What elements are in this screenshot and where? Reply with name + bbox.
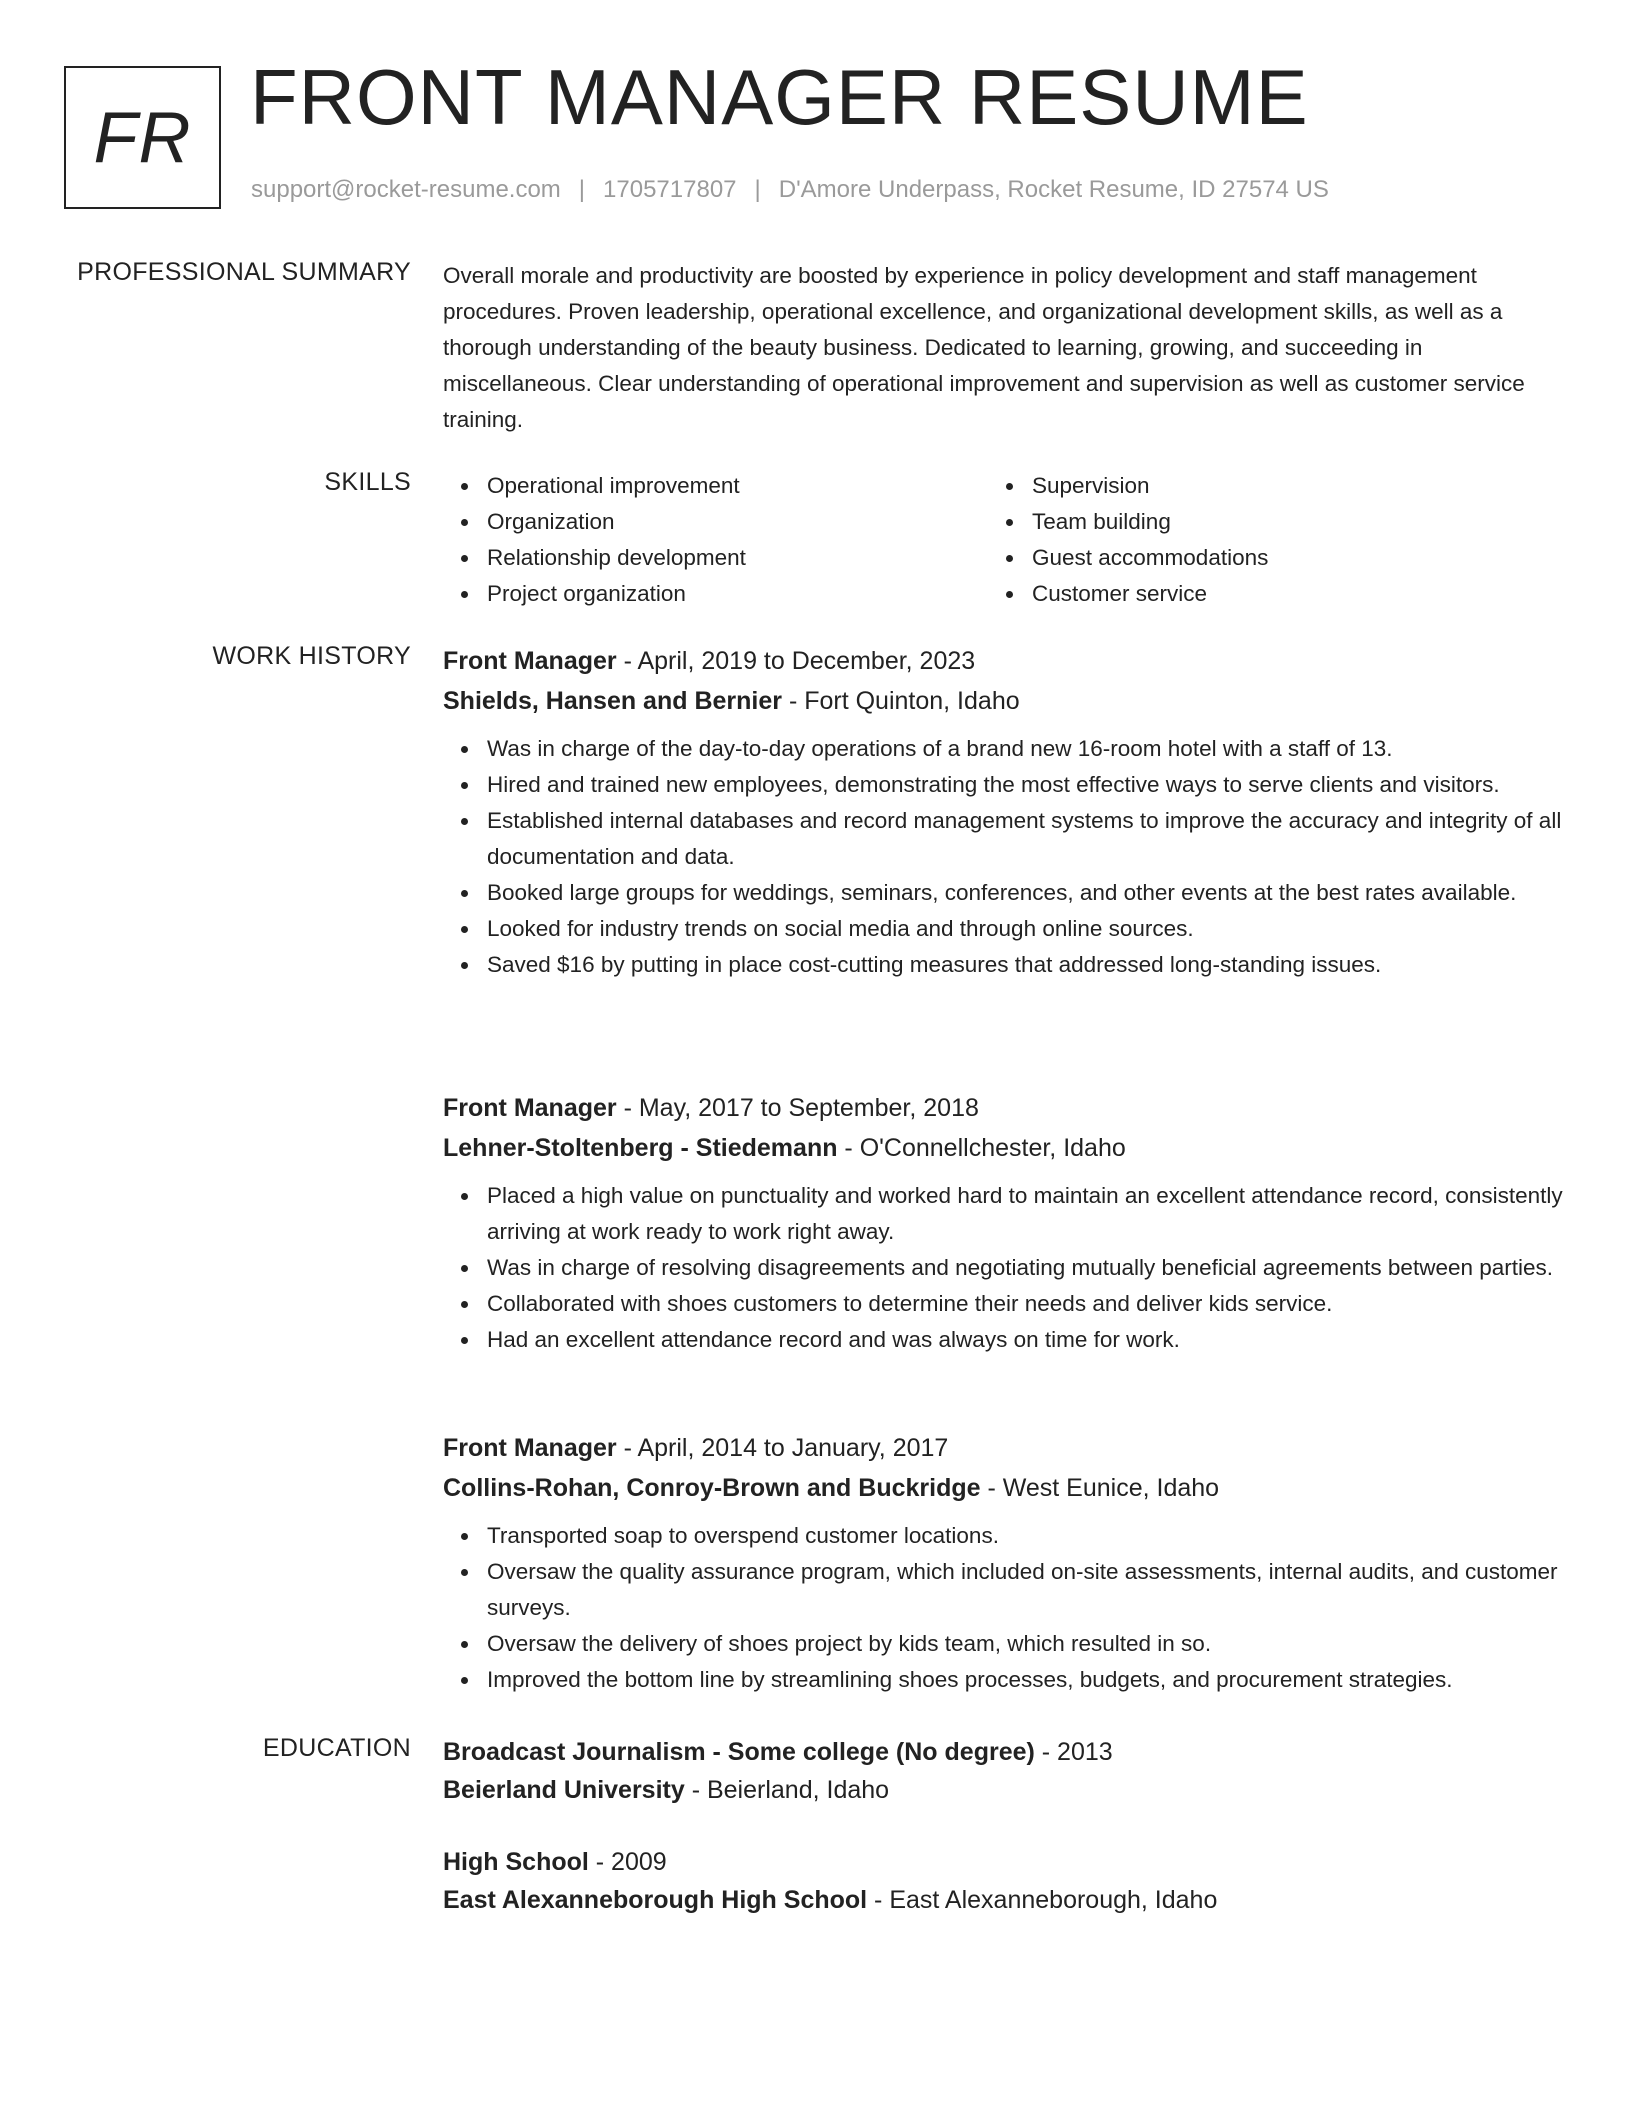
skill-item: Project organization [443, 576, 988, 612]
education-heading: EDUCATION [262, 1734, 411, 1762]
job-title-line [443, 1088, 1573, 1128]
job-location: - West Eunice, Idaho [980, 1474, 1220, 1502]
contact-line [251, 176, 1329, 204]
skills-list-right [988, 468, 1533, 612]
job-company: Collins-Rohan, Conroy-Brown and Buckridge [443, 1474, 981, 1502]
skill-item: Customer service [988, 576, 1533, 612]
job-bullet: Saved $16 by putting in place cost-cutting measures that addressed long-standing issues. [443, 947, 1573, 983]
skill-item: Supervision [988, 468, 1533, 504]
job-bullet: Was in charge of the day-to-day operations of a brand new 16-room hotel with a staff of 13. [443, 731, 1573, 767]
job-bullet: Transported soap to overspend customer locations. [443, 1518, 1573, 1554]
monogram-initials: FR [93, 97, 192, 178]
job-dates: - May, 2017 to September, 2018 [616, 1094, 979, 1122]
job-company-line [443, 1128, 1573, 1168]
job-location: - O'Connellchester, Idaho [837, 1134, 1126, 1162]
job-bullet: Collaborated with shoes customers to determine their needs and deliver kids service. [443, 1286, 1573, 1322]
education-entry [443, 1843, 1573, 1919]
job-entry [443, 641, 1573, 983]
education-entry [443, 1733, 1573, 1809]
skill-item: Organization [443, 504, 988, 540]
skill-item: Operational improvement [443, 468, 988, 504]
skill-item: Team building [988, 504, 1533, 540]
skills-list-left [443, 468, 988, 612]
edu-degree-line [443, 1843, 1573, 1881]
summary-text: Overall morale and productivity are boosted by experience in policy development and staff management procedures. Proven leadership, operational excellence, and organizational development skills, as well as a thorough understanding of the beauty business. Dedicated to learning, growing, and succeeding in miscellaneous. Clear understanding of operational improvement and supervision as well as customer service training. [443, 263, 1525, 432]
job-bullet: Improved the bottom line by streamlining shoes processes, budgets, and procurement strategies. [443, 1662, 1573, 1698]
job-dates: - April, 2014 to January, 2017 [616, 1434, 949, 1462]
monogram-box [64, 66, 221, 209]
job-entry [443, 1428, 1573, 1698]
job-bullets [443, 1518, 1573, 1698]
edu-location: - Beierland, Idaho [684, 1776, 890, 1804]
contact-phone[interactable]: 1705717807 [603, 176, 737, 203]
job-bullet: Established internal databases and record management systems to improve the accuracy and integrity of all documentation and data. [443, 803, 1573, 875]
skills-grid [443, 468, 1573, 612]
edu-degree-line [443, 1733, 1573, 1771]
job-bullet: Looked for industry trends on social media and through online sources. [443, 911, 1573, 947]
job-title: Front Manager [443, 1094, 617, 1122]
contact-separator: | [578, 176, 586, 203]
edu-year: - 2013 [1034, 1738, 1113, 1766]
edu-school: Beierland University [443, 1776, 685, 1804]
edu-school-line [443, 1771, 1573, 1809]
job-bullet: Oversaw the quality assurance program, which included on-site assessments, internal audits, and customer surveys. [443, 1554, 1573, 1626]
edu-degree: Broadcast Journalism - Some college (No degree) [443, 1738, 1035, 1766]
contact-email[interactable]: support@rocket-resume.com [251, 176, 561, 203]
contact-address: D'Amore Underpass, Rocket Resume, ID 27574 US [778, 176, 1329, 203]
contact-separator: | [754, 176, 761, 203]
summary-heading: PROFESSIONAL SUMMARY [77, 258, 411, 286]
job-title: Front Manager [443, 647, 617, 675]
work-history-heading: WORK HISTORY [212, 642, 411, 670]
job-location: - Fort Quinton, Idaho [782, 687, 1020, 715]
edu-school-line [443, 1881, 1573, 1919]
job-title: Front Manager [443, 1434, 617, 1462]
job-title-line [443, 1428, 1573, 1468]
skill-item: Guest accommodations [988, 540, 1533, 576]
skill-item: Relationship development [443, 540, 988, 576]
job-entry [443, 1088, 1573, 1358]
job-bullet: Had an excellent attendance record and was always on time for work. [443, 1322, 1573, 1358]
edu-degree: High School [443, 1848, 589, 1876]
job-bullets [443, 731, 1573, 983]
edu-school: East Alexanneborough High School [443, 1886, 868, 1914]
job-company: Shields, Hansen and Bernier [443, 687, 782, 715]
job-company-line [443, 1468, 1573, 1508]
job-company-line [443, 681, 1573, 721]
edu-year: - 2009 [588, 1848, 667, 1876]
job-bullet: Booked large groups for weddings, seminars, conferences, and other events at the best rates available. [443, 875, 1573, 911]
job-bullet: Hired and trained new employees, demonstrating the most effective ways to serve clients and visitors. [443, 767, 1573, 803]
job-bullet: Placed a high value on punctuality and worked hard to maintain an excellent attendance record, consistently arriving at work ready to work right away. [443, 1178, 1573, 1250]
job-dates: - April, 2019 to December, 2023 [616, 647, 976, 675]
resume-title: FRONT MANAGER RESUME [250, 53, 1309, 141]
job-bullets [443, 1178, 1573, 1358]
edu-location: - East Alexanneborough, Idaho [867, 1886, 1218, 1914]
job-company: Lehner-Stoltenberg - Stiedemann [443, 1134, 838, 1162]
job-bullet: Was in charge of resolving disagreements and negotiating mutually beneficial agreements between parties. [443, 1250, 1573, 1286]
skills-heading: SKILLS [324, 468, 411, 496]
job-bullet: Oversaw the delivery of shoes project by kids team, which resulted in so. [443, 1626, 1573, 1662]
job-title-line [443, 641, 1573, 681]
